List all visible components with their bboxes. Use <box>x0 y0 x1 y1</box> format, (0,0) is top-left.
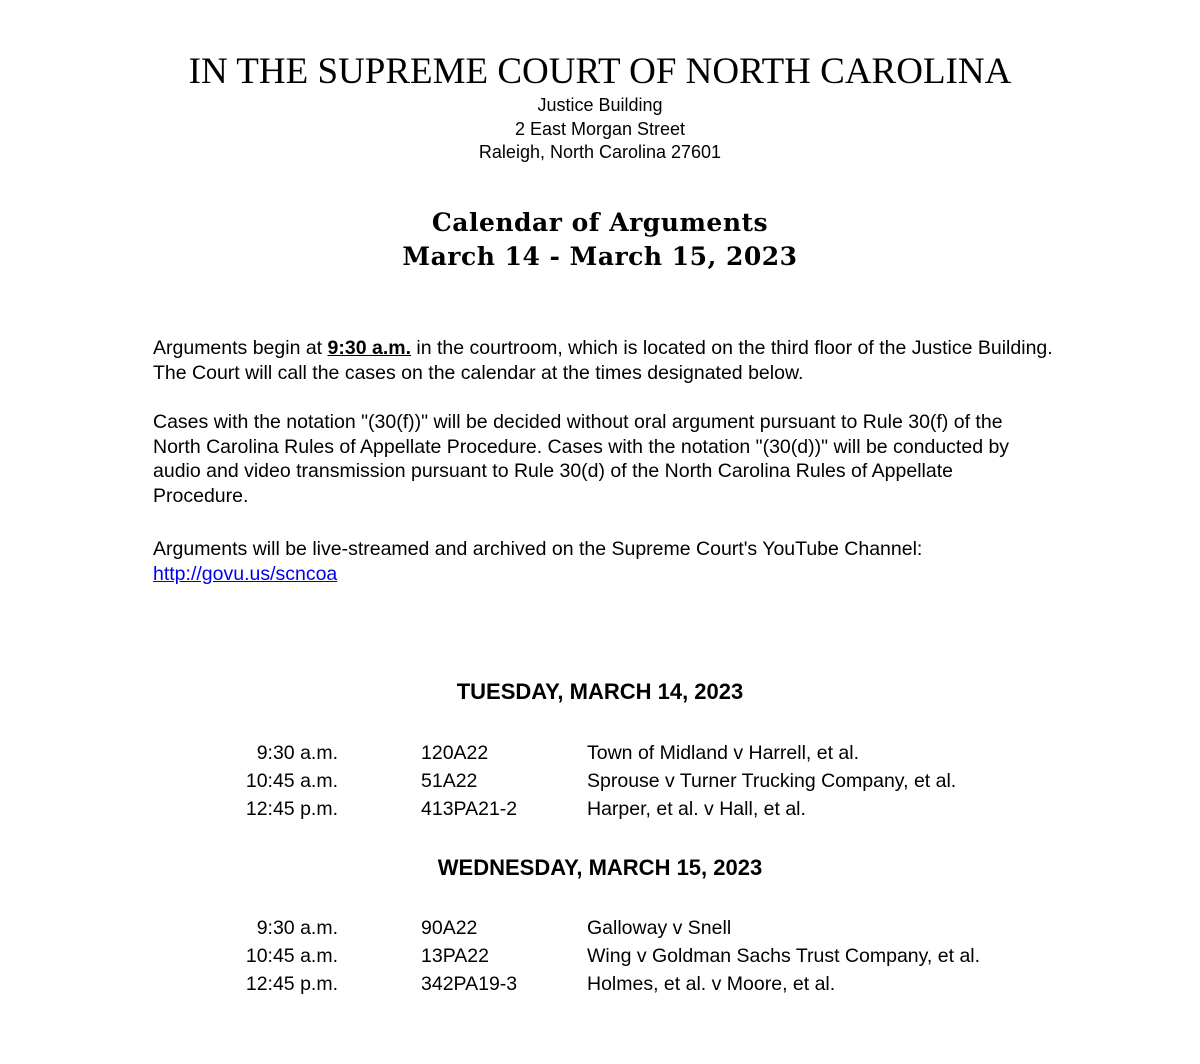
case-time: 9:30 a.m. <box>256 742 338 764</box>
case-row <box>0 795 1200 824</box>
intro-paragraph-notation: Cases with the notation "(30(f))" will be decided without oral argument pursuant to Rule 30(f) of the North Carolina Rules of Appellate Procedure. Cases with the notation "(30(d))" will be conducted by audio and video transmission pursuant to Rule 30(d) of the North Carolina Rules of Appellate Procedure. <box>153 411 1010 507</box>
calendar-heading <box>0 206 1200 274</box>
address-line-street: 2 East Morgan Street <box>514 118 686 139</box>
case-row <box>0 739 1200 768</box>
calendar-dates: March 14 - March 15, 2023 <box>402 242 798 271</box>
address-line-building: Justice Building <box>537 95 663 115</box>
intro-paragraph-livestream <box>153 537 1053 586</box>
calendar-title: Calendar of Arguments <box>431 208 769 237</box>
case-name: Holmes, et al. v Moore, et al. <box>587 973 836 995</box>
case-row <box>0 970 1200 999</box>
case-number: 342PA19-3 <box>421 973 518 995</box>
court-title: IN THE SUPREME COURT OF NORTH CAROLINA <box>188 51 1012 92</box>
case-row <box>0 914 1200 943</box>
case-time: 9:30 a.m. <box>256 917 338 939</box>
day-heading-wednesday: WEDNESDAY, MARCH 15, 2023 <box>437 855 763 880</box>
case-number: 120A22 <box>421 742 489 764</box>
case-name: Town of Midland v Harrell, et al. <box>587 742 860 764</box>
court-address <box>0 94 1200 165</box>
case-time: 12:45 p.m. <box>245 973 338 995</box>
case-time: 10:45 a.m. <box>245 770 338 792</box>
intro-text-after: in the courtroom, which is located on the third floor of the Justice Building. The Court will call the cases on the calendar at the times designated below. <box>153 337 1053 384</box>
day-heading-tuesday: TUESDAY, MARCH 14, 2023 <box>456 679 744 704</box>
case-number: 413PA21-2 <box>421 798 518 820</box>
case-name: Harper, et al. v Hall, et al. <box>587 798 806 820</box>
case-number: 13PA22 <box>421 945 489 967</box>
case-name: Wing v Goldman Sachs Trust Company, et al. <box>587 945 981 967</box>
youtube-channel-link[interactable]: http://govu.us/scncoa <box>153 562 338 585</box>
address-line-city: Raleigh, North Carolina 27601 <box>478 142 722 162</box>
livestream-text: Arguments will be live-streamed and archived on the Supreme Court's YouTube Channel: <box>153 538 923 560</box>
case-row <box>0 942 1200 971</box>
start-time: 9:30 a.m. <box>327 337 411 359</box>
case-number: 51A22 <box>421 770 478 792</box>
intro-paragraph-start-time <box>153 336 1053 385</box>
case-row <box>0 767 1200 796</box>
case-time: 10:45 a.m. <box>245 945 338 967</box>
intro-text-before: Arguments begin at <box>153 337 328 359</box>
case-name: Galloway v Snell <box>587 917 732 939</box>
case-name: Sprouse v Turner Trucking Company, et al. <box>587 770 957 792</box>
case-number: 90A22 <box>421 917 478 939</box>
case-time: 12:45 p.m. <box>245 798 338 820</box>
